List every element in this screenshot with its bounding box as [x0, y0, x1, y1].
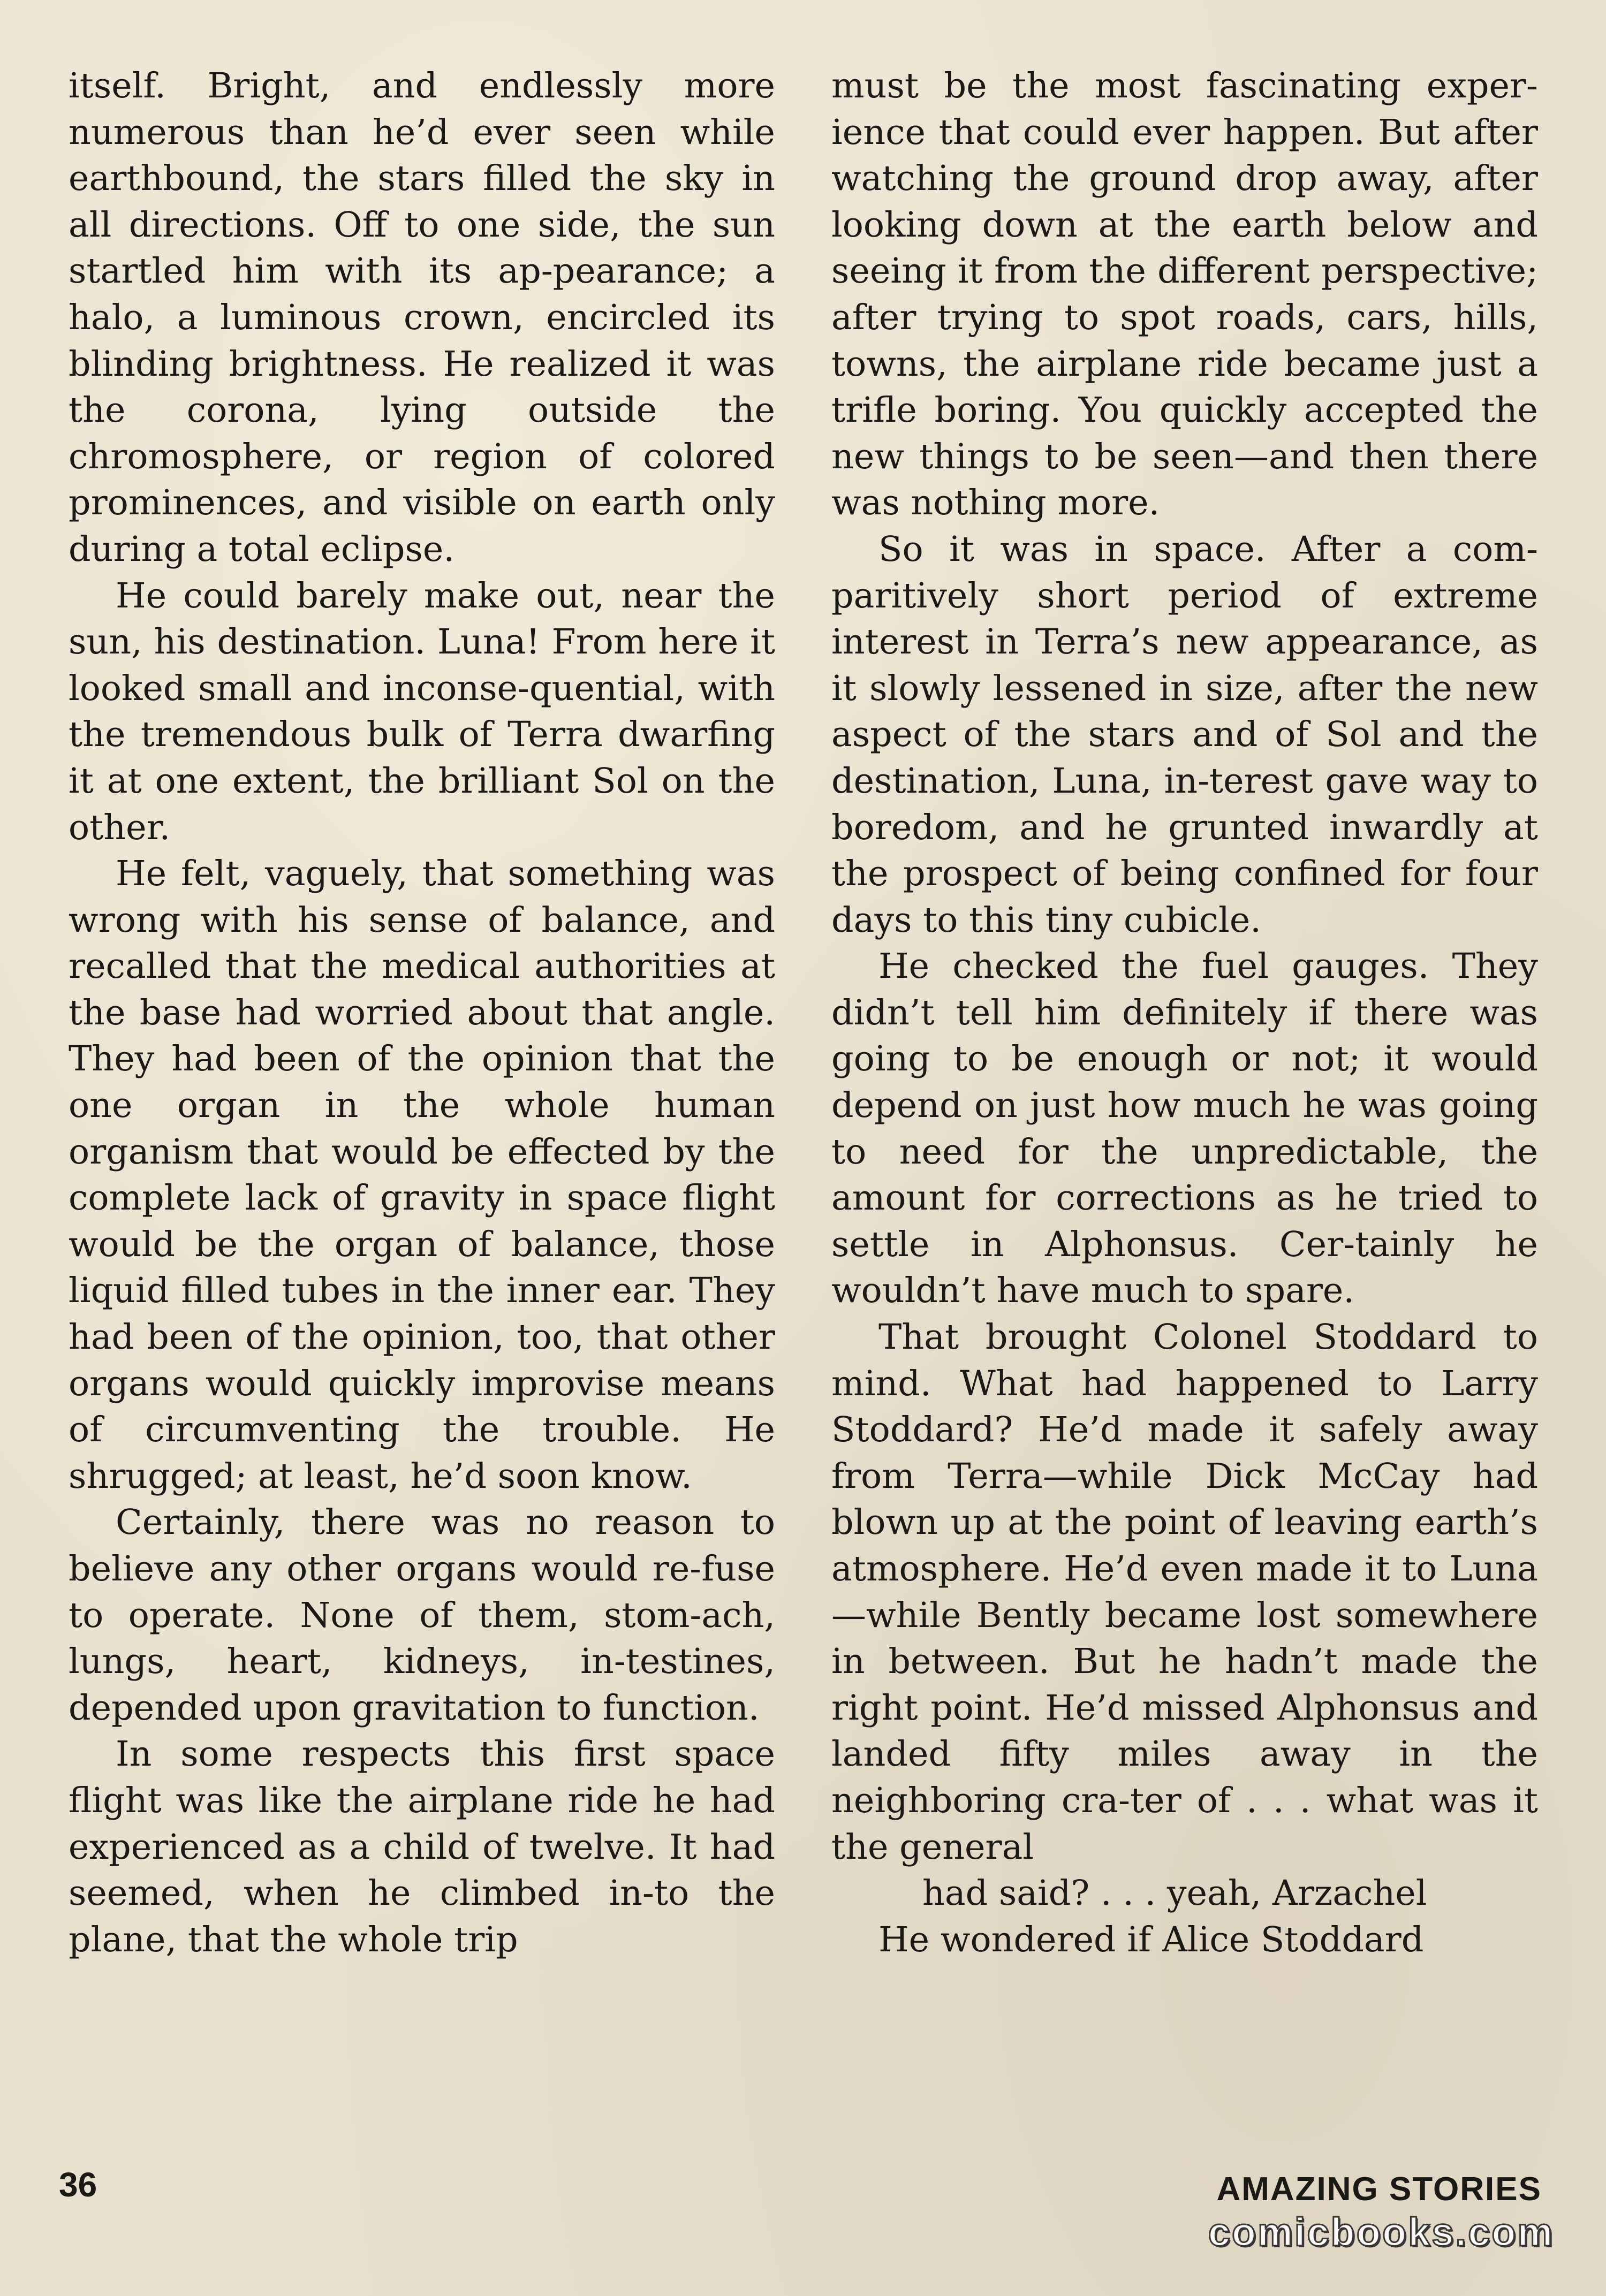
- paragraph: Certainly, there was no reason to believe any other organs would re-fuse to operate. None of them, stom-ach, lungs, heart, kidneys, in-testines, depended upon gravitation to function.: [69, 1502, 775, 1728]
- paragraph: He felt, vaguely, that something was wrong with his sense of balance, and recalled that the medical authorities at the base had worried about that angle. They had been of the opinion that the one organ in the whole human organism that would be effected by the complete lack of gravity in space flight would be the organ of balance, those liquid filled tubes in the inner ear. They had been of the opinion, too, that other organs would quickly improvise means of circumventing the trouble. He shrugged; at least, he’d soon know.: [69, 854, 775, 1496]
- left-column: [69, 63, 775, 1963]
- paragraph: He checked the fuel gauges. They didn’t tell him definitely if there was going to be enough or not; it would depend on just how much he was going to need for the unpredictable, the amount for corrections as he tried to settle in Alphonsus. Cer-tainly he wouldn’t have much to spare.: [831, 946, 1538, 1311]
- paragraph-start-line: He wondered if Alice Stoddard: [878, 1919, 1424, 1960]
- paragraph: So it was in space. After a com-paritively short period of extreme interest in Terra’s new appearance, as it slowly lessened in size, after the new aspect of the stars and of Sol and the destination, Luna, in-terest gave way to boredom, and he grunted inwardly at the prospect of being confined for four days to this tiny cubicle.: [831, 529, 1538, 940]
- paragraph: itself. Bright, and endlessly more numerous than he’d ever seen while earthbound, the stars filled the sky in all directions. Off to one side, the sun startled him with its ap-pearance; a halo, a luminous crown, encircled its blinding brightness. He realized it was the corona, lying outside the chromosphere, or region of colored prominences, and visible on earth only during a total eclipse.: [69, 66, 775, 569]
- paragraph: In some respects this first space flight was like the airplane ride he had experienced as a child of twelve. It had seemed, when he climbed in-to the plane, that the whole trip: [69, 1734, 775, 1960]
- magazine-title: AMAZING STORIES: [1216, 2171, 1542, 2208]
- paragraph: He could barely make out, near the sun, his destination. Luna! From here it looked small and inconse-quential, with the tremendous bulk of Terra dwarfing it at one extent, the brilliant Sol on the other.: [69, 575, 775, 848]
- watermark: comicbooks.com: [1208, 2210, 1555, 2254]
- continuation-line: had said? . . . yeah, Arzachel: [922, 1873, 1427, 1914]
- page-number: 36: [59, 2165, 97, 2204]
- paragraph: That brought Colonel Stoddard to mind. What had happened to Larry Stoddard? He’d made it safely away from Terra—while Dick McCay had blown up at the point of leaving earth’s atmosphere. He’d even made it to Luna—while Bently became lost somewhere in between. But he hadn’t made the right point. He’d missed Alphonsus and landed fifty miles away in the neighboring cra-ter of . . . what was it the general: [831, 1317, 1538, 1867]
- right-column: [831, 63, 1538, 1963]
- paragraph: must be the most fascinating exper-ience that could ever happen. But after watching the ground drop away, after looking down at the earth below and seeing it from the different perspective; after trying to spot roads, cars, hills, towns, the airplane ride became just a trifle boring. You quickly accepted the new things to be seen—and then there was nothing more.: [831, 66, 1538, 523]
